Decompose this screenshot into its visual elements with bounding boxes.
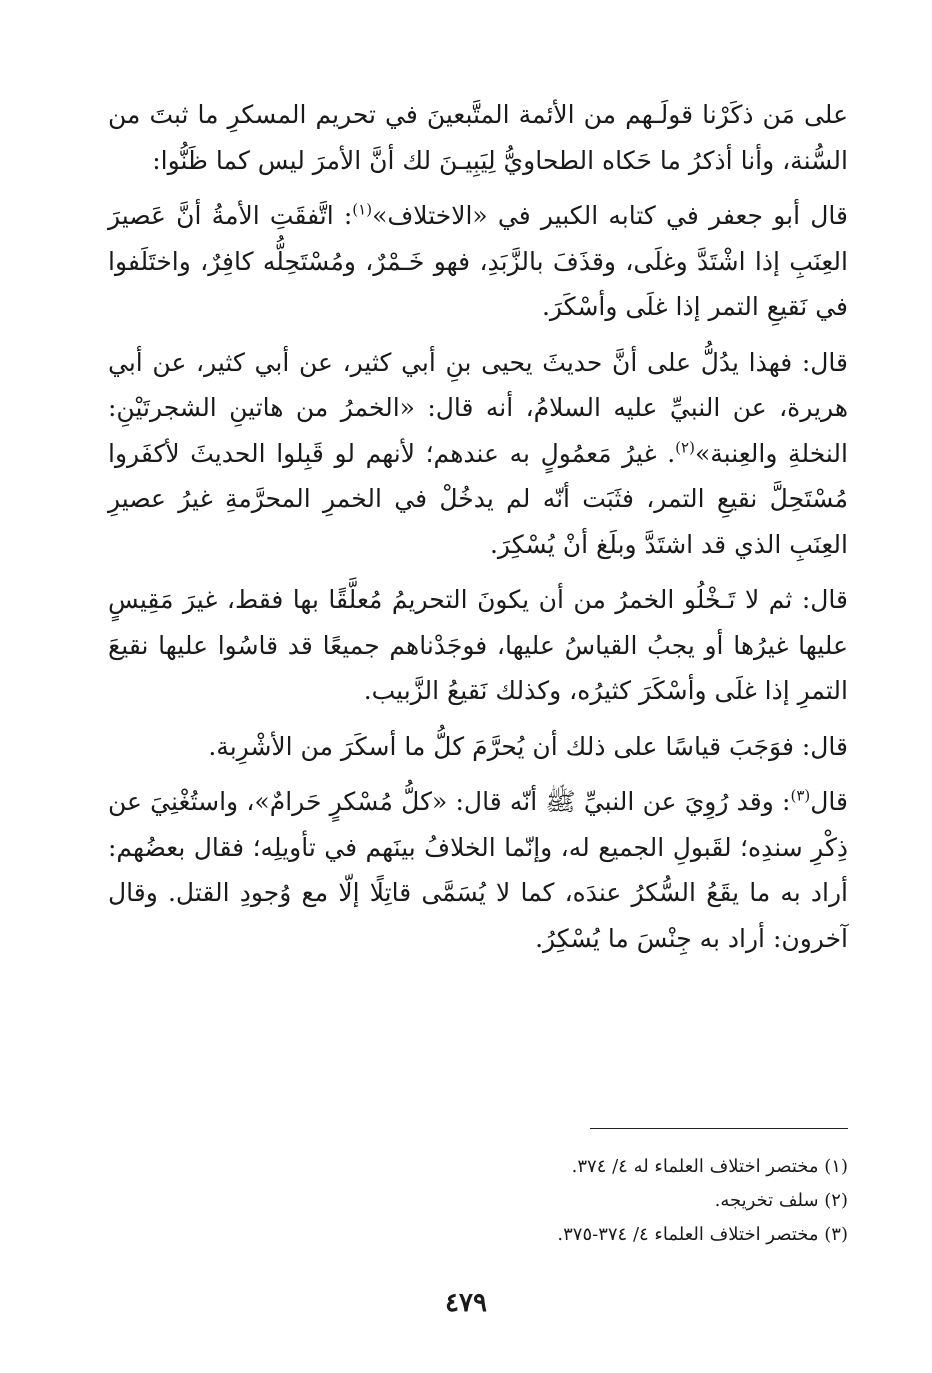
footnote-1: (١) مختصر اختلاف العلماء له ٤/ ٣٧٤. <box>571 1156 848 1177</box>
paragraph-abu-jafar <box>108 193 848 330</box>
footnotes <box>348 1150 848 1252</box>
paragraph-qiyas: قال: ثم لا تَـخْلُو الخمرُ من أن يكونَ التحريمُ مُعلَّقًا بها فقط، غيرَ مَقِيسٍ عليها غيرُها أو يجبُ القياسُ عليها، فوجَدْناهم جميعًا قد قاسُوا عليها نقيعَ التمرِ إذا غلَى وأسْكَرَ كثيرُه، وكذلك نَقيعُ الزَّبيب. <box>108 585 848 705</box>
footnote-3: (٣) مختصر اختلاف العلماء ٤/ ٣٧٤-٣٧٥. <box>557 1224 848 1245</box>
paragraph-kull-muskir <box>108 779 848 961</box>
main-text <box>108 92 848 971</box>
paragraph-hadith <box>108 340 848 568</box>
paragraph-text: : وقد رُوِيَ عن النبيِّ ﷺ أنّه قال: «كلُّ مُسْكرٍ حَرامٌ»، واستُغْنِيَ عن ذِكْرِ سندِه؛ لقَبولِ الجميع له، وإنّما الخلافُ بينَهم في تأويلِه؛ فقال بعضُهم: أراد به ما يقَعُ السُّكرُ عندَه، كما لا يُسَمَّى قاتِلًا إلّا مع وُجودِ القتل. وقال آخرون: أراد به جِنْسَ ما يُسْكِرُ. <box>108 787 848 953</box>
paragraph-conclusion: قال: فوَجَبَ قياسًا على ذلك أن يُحرَّمَ كلُّ ما أسكَرَ من الأشْرِبة. <box>208 731 848 761</box>
footnote-2: (٢) سلف تخريجه. <box>714 1190 848 1211</box>
footnote-ref: (١) <box>352 200 373 219</box>
paragraph-text: قال <box>810 787 848 816</box>
page-number: ٤٧٩ <box>445 1288 487 1318</box>
paragraph-intro: على مَن ذكَرْنا قولَـهم من الأئمة المتَّبعينَ في تحريم المسكرِ ما ثبتَ من السُّنة، وأنا أذكرُ ما حَكاه الطحاويُّ لِيَبِيـنَ لك أنَّ الأمرَ ليس كما ظَنُّوا: <box>108 100 848 175</box>
footnote-ref: (٣) <box>790 786 811 805</box>
footnote-ref: (٢) <box>675 438 695 457</box>
paragraph-text: قال أبو جعفر في كتابه الكبير في «الاختلاف» <box>372 201 848 230</box>
paragraph-text: قال: فهذا يدُلُّ على أنَّ حديثَ يحيى بنِ أبي كثير، عن أبي كثير، عن أبي هريرة، عن النبيِّ عليه السلامُ، أنه قال: «الخمرُ من هاتينِ الشجرتَيْنِ: النخلةِ والعِنبة» <box>108 347 848 468</box>
footnote-divider <box>590 1128 848 1129</box>
paragraph-text: . غيرُ مَعمُولٍ به عندهم؛ لأنهم لو قَبِلوا الحديثَ لأكفَروا مُسْتَحِلَّ نقيعِ التمر، فثَبَت أنّه لم يدخُلْ في الخمرِ المحرَّمةِ غيرُ عصيرِ العِنَبِ الذي قد اشتَدَّ وبلَغ أنْ يُسْكِرَ. <box>108 438 848 559</box>
paragraph-text: : اتَّفقَتِ الأمةُ أنَّ عَصيرَ العِنَبِ إذا اشْتَدَّ وغلَى، وقذَفَ بالزَّبَدِ، فهو خَـمْرٌ، ومُسْتَحِلُّه كافِرٌ، واختَلَفوا في نَقيعِ التمر إذا غلَى وأسْكَرَ. <box>108 201 848 321</box>
